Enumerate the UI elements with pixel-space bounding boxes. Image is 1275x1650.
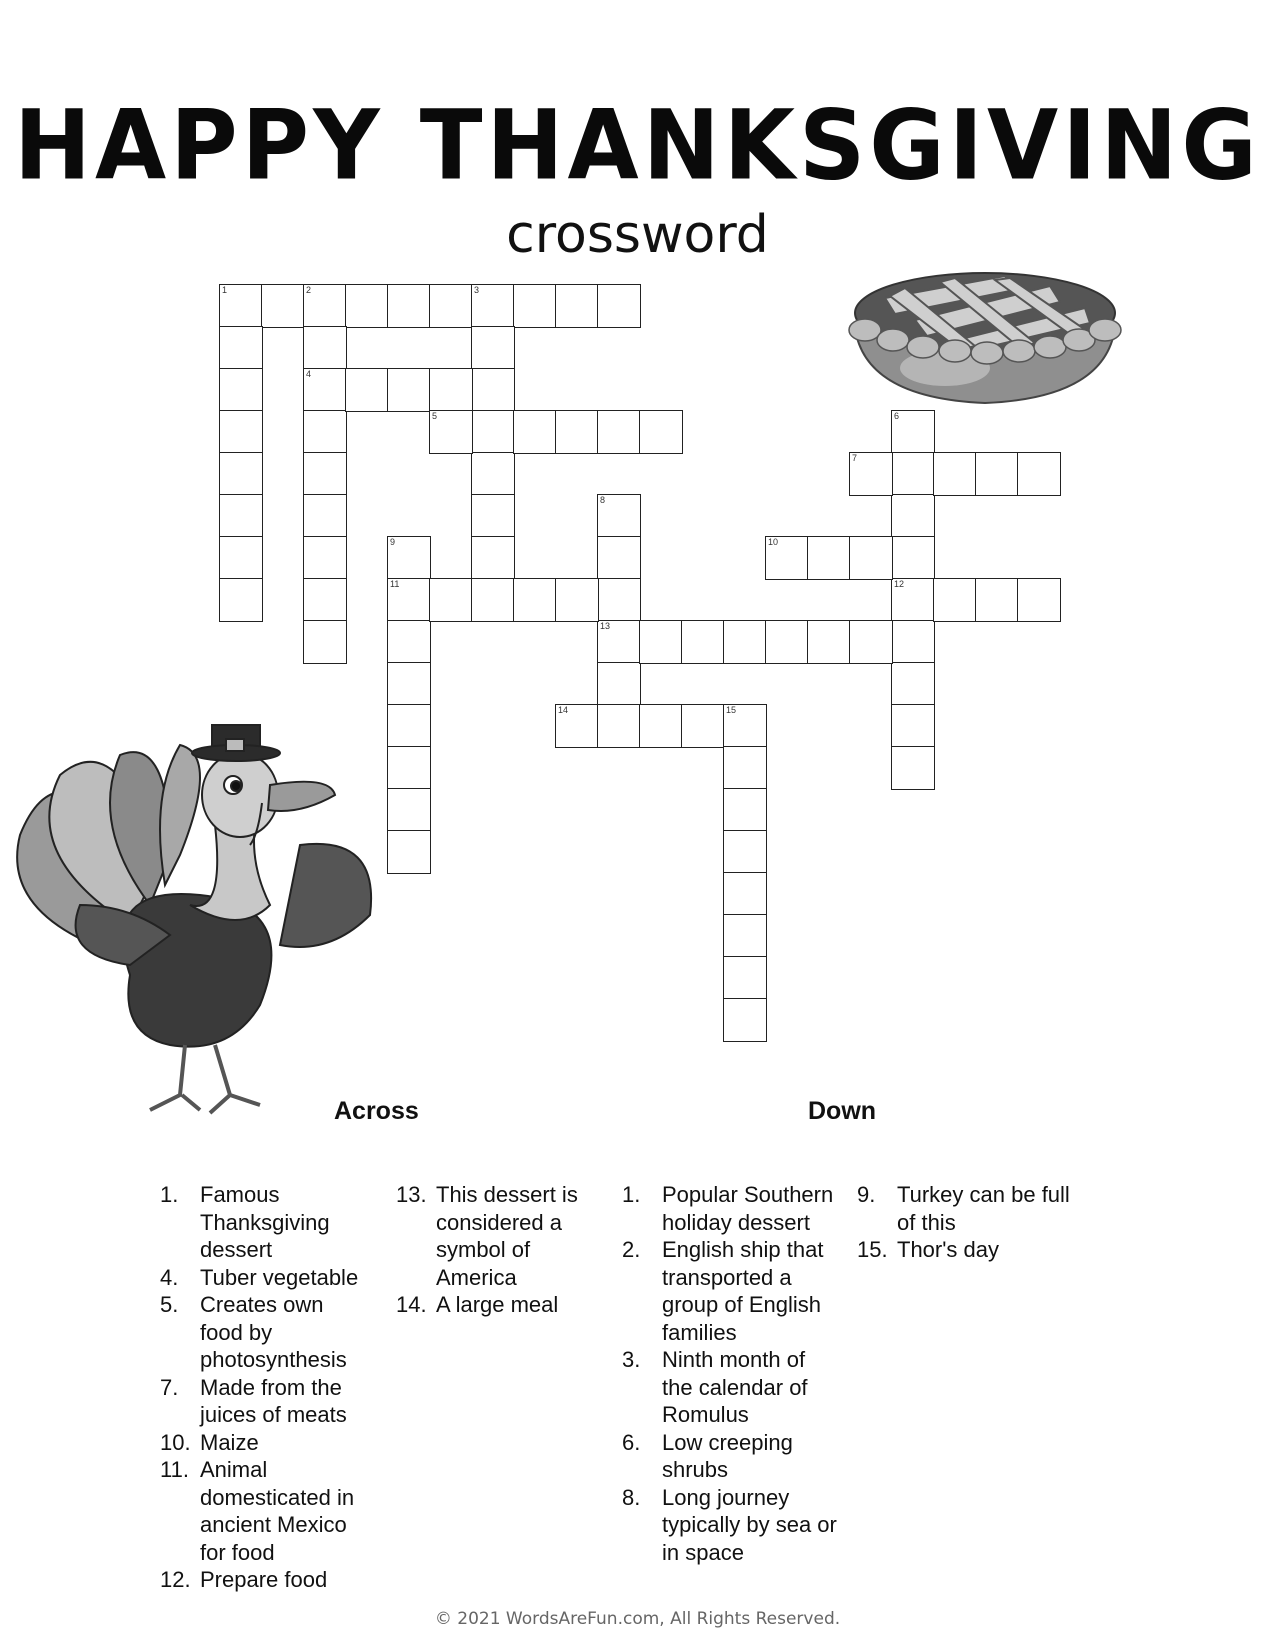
clue-number: 1	[222, 285, 228, 295]
grid-cell[interactable]	[387, 368, 431, 412]
clue-number: 15.	[857, 1237, 888, 1262]
grid-cell[interactable]	[639, 620, 683, 664]
clue-text: Long journey typically by sea or in space	[662, 1484, 837, 1565]
clue-item	[160, 1429, 365, 1457]
grid-cell[interactable]	[975, 578, 1019, 622]
clue-item	[160, 1181, 365, 1264]
clue-item	[622, 1429, 837, 1484]
clue-number: 4	[306, 369, 312, 379]
grid-cell[interactable]	[891, 662, 935, 706]
grid-cell[interactable]	[723, 788, 767, 832]
clue-item	[160, 1291, 365, 1374]
clue-text: This dessert is considered a symbol of America	[436, 1182, 578, 1290]
grid-cell[interactable]	[387, 662, 431, 706]
grid-cell[interactable]	[219, 284, 263, 328]
grid-cell[interactable]	[933, 578, 977, 622]
grid-cell[interactable]	[723, 914, 767, 958]
clue-item	[857, 1181, 1072, 1236]
grid-cell[interactable]	[597, 704, 641, 748]
grid-cell[interactable]	[429, 578, 473, 622]
grid-cell[interactable]	[513, 284, 557, 328]
grid-cell[interactable]	[723, 956, 767, 1000]
grid-cell[interactable]	[807, 620, 851, 664]
clue-text: Made from the juices of meats	[200, 1374, 347, 1427]
grid-cell[interactable]	[891, 410, 935, 454]
grid-cell[interactable]	[387, 746, 431, 790]
clue-text: Prepare food	[200, 1567, 328, 1592]
grid-cell[interactable]	[303, 536, 347, 580]
clue-item	[160, 1264, 365, 1292]
grid-cell[interactable]	[219, 578, 263, 622]
clue-text: Low creeping shrubs	[662, 1429, 793, 1482]
clue-number: 6	[894, 411, 900, 421]
pie-illustration	[835, 258, 1135, 408]
grid-cell[interactable]	[219, 410, 263, 454]
grid-cell[interactable]	[597, 494, 641, 538]
clue-text: Tuber vegetable	[200, 1264, 359, 1290]
down-clues-column-2	[857, 1181, 1072, 1264]
grid-cell[interactable]	[891, 536, 935, 580]
clue-number: 10	[768, 537, 779, 547]
clue-number: 11	[390, 579, 400, 589]
clue-text: Ninth month of the calendar of Romulus	[662, 1347, 808, 1427]
grid-cell[interactable]	[471, 284, 515, 328]
grid-cell[interactable]	[849, 536, 893, 580]
clue-item	[396, 1181, 596, 1291]
grid-cell[interactable]	[429, 410, 473, 454]
down-clues-column-1	[622, 1181, 837, 1566]
grid-cell[interactable]	[471, 368, 515, 412]
grid-cell[interactable]	[849, 620, 893, 664]
grid-cell[interactable]	[891, 704, 935, 748]
grid-cell[interactable]	[303, 452, 347, 496]
grid-cell[interactable]	[555, 284, 599, 328]
grid-cell[interactable]	[303, 578, 347, 622]
clue-number: 15	[726, 705, 737, 715]
clue-number: 13.	[396, 1182, 427, 1207]
grid-cell[interactable]	[471, 410, 515, 454]
grid-cell[interactable]	[387, 620, 431, 664]
grid-cell[interactable]	[891, 578, 935, 622]
grid-cell[interactable]	[387, 830, 431, 874]
across-clues-column-1	[160, 1181, 365, 1594]
grid-cell[interactable]	[723, 746, 767, 790]
grid-cell[interactable]	[891, 452, 935, 496]
grid-cell[interactable]	[219, 452, 263, 496]
clue-number: 13	[600, 621, 611, 631]
grid-cell[interactable]	[429, 284, 473, 328]
grid-cell[interactable]	[471, 578, 515, 622]
grid-cell[interactable]	[429, 368, 473, 412]
grid-cell[interactable]	[345, 368, 389, 412]
clue-number: 7.	[160, 1374, 179, 1400]
copyright-footer: © 2021 WordsAreFun.com, All Rights Reserved.	[434, 1609, 841, 1629]
grid-cell[interactable]	[639, 704, 683, 748]
grid-cell[interactable]	[471, 494, 515, 538]
grid-cell[interactable]	[597, 578, 641, 622]
grid-cell[interactable]	[471, 452, 515, 496]
grid-cell[interactable]	[723, 830, 767, 874]
grid-cell[interactable]	[303, 326, 347, 370]
clue-item	[622, 1484, 837, 1567]
grid-cell[interactable]	[555, 704, 599, 748]
clue-number: 2.	[622, 1237, 641, 1262]
clue-text: English ship that transported a group of English families	[662, 1237, 824, 1345]
grid-cell[interactable]	[387, 284, 431, 328]
grid-cell[interactable]	[219, 326, 263, 370]
clue-number: 5.	[160, 1292, 179, 1317]
grid-cell[interactable]	[261, 284, 305, 328]
clue-text: Popular Southern holiday dessert	[662, 1182, 834, 1235]
grid-cell[interactable]	[219, 368, 263, 412]
clue-number: 4.	[160, 1264, 179, 1290]
grid-cell[interactable]	[597, 536, 641, 580]
page-subtitle: crossword	[506, 205, 769, 265]
grid-cell[interactable]	[807, 536, 851, 580]
grid-cell[interactable]	[723, 704, 767, 748]
clue-item	[160, 1456, 365, 1566]
grid-cell[interactable]	[387, 536, 431, 580]
grid-cell[interactable]	[303, 494, 347, 538]
grid-cell[interactable]	[597, 284, 641, 328]
clue-item	[396, 1291, 596, 1319]
clue-number: 12	[894, 579, 905, 589]
across-clues-column-2	[396, 1181, 596, 1319]
clue-text: A large meal	[436, 1292, 559, 1317]
clue-number: 9	[390, 537, 396, 547]
grid-cell[interactable]	[849, 452, 893, 496]
grid-cell[interactable]	[891, 494, 935, 538]
clue-item	[160, 1374, 365, 1429]
grid-cell[interactable]	[303, 410, 347, 454]
grid-cell[interactable]	[639, 410, 683, 454]
turkey-illustration	[0, 715, 390, 1135]
grid-cell[interactable]	[345, 284, 389, 328]
grid-cell[interactable]	[933, 452, 977, 496]
clue-number: 1.	[622, 1182, 641, 1207]
grid-cell[interactable]	[975, 452, 1019, 496]
clue-number: 3.	[622, 1347, 641, 1372]
down-heading: Down	[808, 1097, 877, 1125]
clue-number: 8.	[622, 1484, 641, 1510]
clue-item	[622, 1181, 837, 1236]
clue-text: Maize	[200, 1429, 259, 1455]
across-heading: Across	[334, 1097, 419, 1125]
clue-text: Turkey can be full of this	[897, 1182, 1070, 1235]
clue-number: 6.	[622, 1429, 641, 1455]
grid-cell[interactable]	[555, 578, 599, 622]
grid-cell[interactable]	[303, 620, 347, 664]
grid-cell[interactable]	[1017, 452, 1061, 496]
grid-cell[interactable]	[597, 620, 641, 664]
grid-cell[interactable]	[597, 662, 641, 706]
clue-number: 12.	[160, 1567, 191, 1592]
grid-cell[interactable]	[513, 410, 557, 454]
grid-cell[interactable]	[303, 284, 347, 328]
grid-cell[interactable]	[471, 536, 515, 580]
grid-cell[interactable]	[597, 410, 641, 454]
clue-number: 14.	[396, 1292, 427, 1317]
clue-number: 14	[558, 705, 569, 715]
grid-cell[interactable]	[387, 578, 431, 622]
grid-cell[interactable]	[387, 704, 431, 748]
page-title: HAPPY THANKSGIVING	[14, 89, 1261, 202]
clue-text: Animal domesticated in ancient Mexico for food	[200, 1457, 355, 1565]
clue-number: 9.	[857, 1182, 876, 1207]
grid-cell[interactable]	[219, 536, 263, 580]
clue-number: 1.	[160, 1182, 179, 1207]
clue-number: 10.	[160, 1429, 191, 1455]
clue-number: 5	[432, 411, 438, 421]
grid-cell[interactable]	[765, 536, 809, 580]
clue-number: 3	[474, 285, 480, 295]
clue-text: Thor's day	[897, 1237, 1000, 1262]
clue-text: Famous Thanksgiving dessert	[200, 1182, 330, 1262]
grid-cell[interactable]	[1017, 578, 1061, 622]
grid-cell[interactable]	[681, 704, 725, 748]
grid-cell[interactable]	[723, 872, 767, 916]
grid-cell[interactable]	[723, 620, 767, 664]
grid-cell[interactable]	[513, 578, 557, 622]
clue-item	[622, 1236, 837, 1346]
grid-cell[interactable]	[891, 620, 935, 664]
clue-text: Creates own food by photosynthesis	[200, 1292, 347, 1372]
grid-cell[interactable]	[891, 746, 935, 790]
clue-item	[622, 1346, 837, 1429]
clue-item	[160, 1566, 365, 1594]
grid-cell[interactable]	[681, 620, 725, 664]
clue-number: 8	[600, 495, 606, 505]
grid-cell[interactable]	[723, 998, 767, 1042]
grid-cell[interactable]	[555, 410, 599, 454]
grid-cell[interactable]	[219, 494, 263, 538]
clue-item	[857, 1236, 1072, 1264]
clue-number: 2	[306, 285, 312, 295]
grid-cell[interactable]	[471, 326, 515, 370]
clue-number: 11.	[160, 1457, 189, 1482]
grid-cell[interactable]	[303, 368, 347, 412]
clue-number: 7	[852, 453, 858, 463]
grid-cell[interactable]	[387, 788, 431, 832]
grid-cell[interactable]	[765, 620, 809, 664]
